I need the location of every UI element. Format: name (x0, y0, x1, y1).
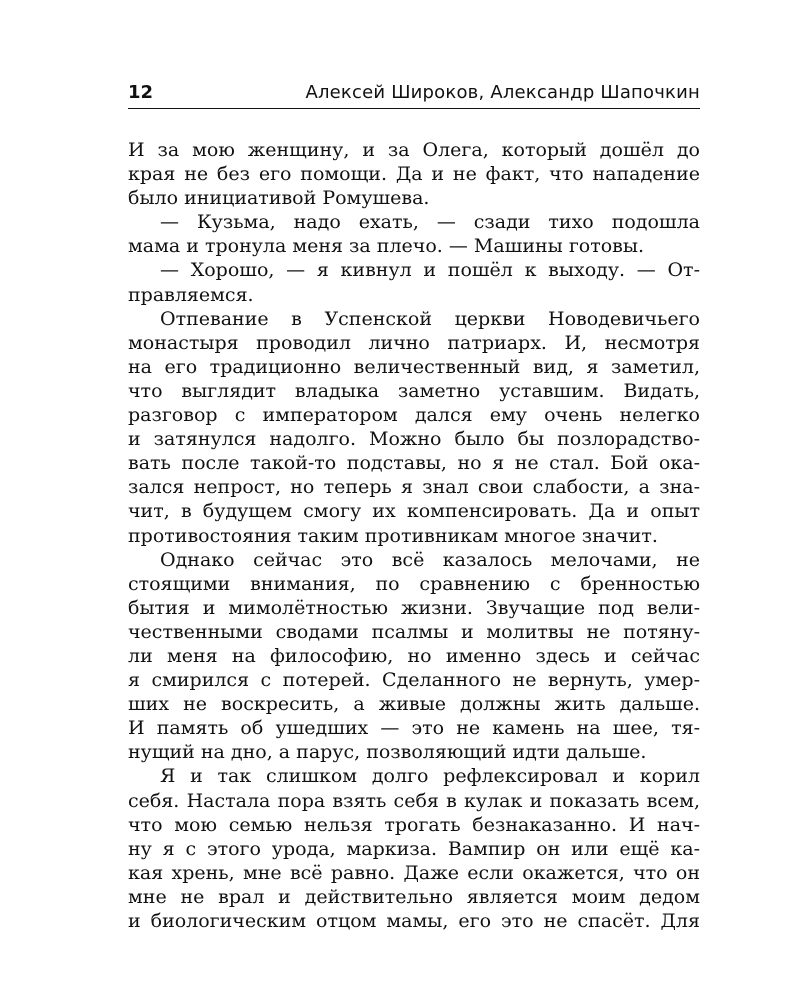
text-line: я смирился с потерей. Сделанного не вернуть, умер- (128, 669, 700, 692)
running-head: Алексей Широков, Александр Шапочкин (305, 82, 700, 103)
text-line: кая хрень, мне всё равно. Даже если окажется, что он (128, 861, 700, 884)
text-line: чественными сводами псалмы и молитвы не потяну- (128, 620, 700, 643)
text-line: на его традиционно величественный вид, я заметил, (128, 355, 700, 378)
text-line: было инициативой Ромушева. (128, 187, 430, 210)
text-line: чит, в будущем смогу их компенсировать. Да и опыт (128, 500, 700, 523)
text-line: вать после такой-то подставы, но я не стал. Бой ока- (128, 452, 700, 475)
text-line: монастыря проводил лично патриарх. И, несмотря (128, 331, 700, 354)
header-rule (128, 108, 700, 109)
text-line: края не без его помощи. Да и не факт, что нападение (128, 163, 700, 186)
text-line: стоящими внимания, по сравнению с бренностью (128, 572, 700, 595)
text-line: — Хорошо, — я кивнул и пошёл к выходу. — От- (160, 259, 700, 282)
text-line: правляемся. (128, 283, 254, 306)
text-line: нущий на дно, а парус, позволяющий идти дальше. (128, 741, 647, 764)
text-line: ну я с этого урода, маркиза. Вампир он или ещё ка- (128, 837, 700, 860)
text-line: бытия и мимолётностью жизни. Звучащие под вели- (128, 596, 700, 619)
text-line: мама и тронула меня за плечо. — Машины готовы. (128, 235, 645, 258)
text-line: ли меня на философию, но именно здесь и сейчас (128, 644, 700, 667)
text-line: себя. Настала пора взять себя в кулак и показать всем, (128, 789, 700, 812)
text-line: противостояния таким противникам многое значит. (128, 524, 658, 547)
text-line: — Кузьма, надо ехать, — сзади тихо подошла (160, 211, 700, 234)
text-line: И память об ушедших — это не камень на шее, тя- (128, 717, 700, 740)
text-line: и биологическим отцом мамы, его это не спасёт. Для (128, 910, 700, 932)
text-line: Я и так слишком долго рефлексировал и корил (160, 765, 700, 788)
text-line: зался непрост, но теперь я знал свои слабости, а зна- (128, 476, 700, 499)
page-header (128, 80, 700, 110)
text-line: мне не врал и действительно является моим дедом (128, 885, 700, 908)
text-line: Отпевание в Успенской церкви Новодевичьего (160, 307, 700, 330)
page-number: 12 (128, 82, 154, 103)
text-line: и затянулся надолго. Можно было бы позлорадство- (128, 428, 700, 451)
body-text (128, 138, 700, 933)
text-line: разговор с императором дался ему очень нелегко (128, 404, 700, 427)
text-line: Однако сейчас это всё казалось мелочами, не (160, 548, 700, 571)
text-line: И за мою женщину, и за Олега, который дошёл до (128, 139, 700, 161)
text-line: что выглядит владыка заметно уставшим. Видать, (128, 379, 700, 402)
text-line: что мою семью нельзя трогать безнаказанно. И нач- (128, 813, 700, 836)
text-line: ших не воскресить, а живые должны жить дальше. (128, 693, 700, 716)
